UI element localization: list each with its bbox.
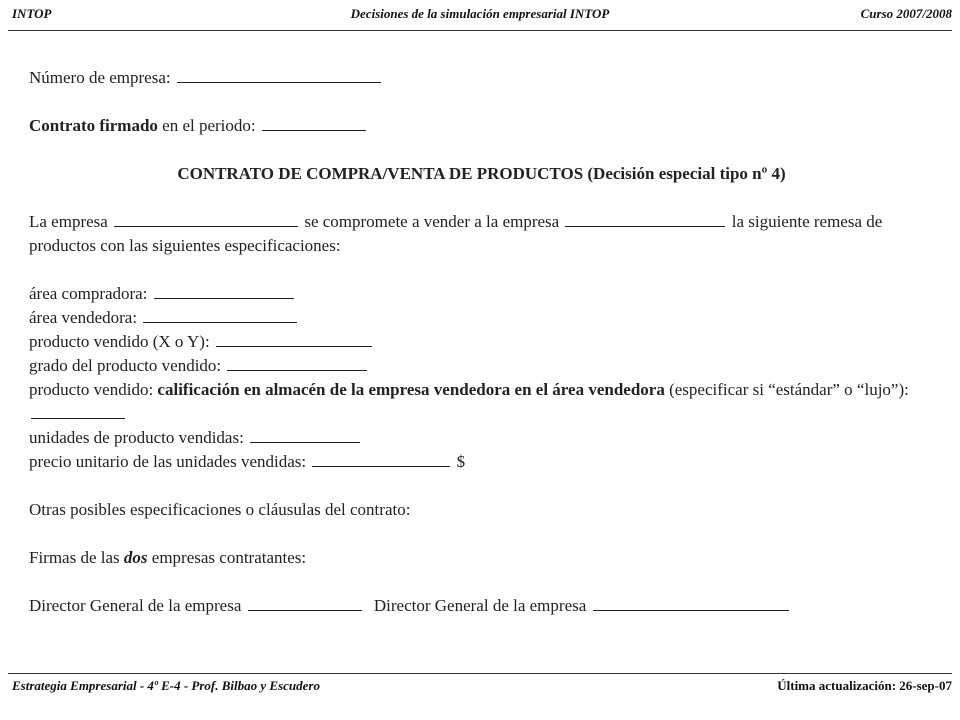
product-grade-label: grado del producto vendido: — [29, 356, 222, 375]
product-sold-blank[interactable] — [216, 330, 372, 347]
contract-period-line — [29, 114, 934, 138]
footer-right: Última actualización: 26-sep-07 — [777, 678, 952, 693]
unit-price-blank[interactable] — [312, 450, 450, 467]
units-sold-blank[interactable] — [250, 426, 360, 443]
footer-left: Estrategia Empresarial - 4º E-4 - Prof. Bilbao y Escudero — [12, 678, 320, 693]
signatures-rest: empresas contratantes: — [151, 548, 307, 567]
qualification-blank[interactable] — [31, 402, 125, 419]
buyer-area-line — [29, 282, 934, 306]
unit-price-label: precio unitario de las unidades vendidas: — [29, 452, 307, 471]
signatures-line — [29, 546, 934, 570]
contract-period-label: en el periodo: — [162, 116, 256, 135]
buyer-area-blank[interactable] — [154, 282, 294, 299]
currency-symbol: $ — [456, 452, 466, 471]
director-2-label: Director General de la empresa — [373, 596, 587, 615]
other-clauses-line: Otras posibles especificaciones o cláusulas del contrato: — [29, 500, 411, 519]
product-grade-line — [29, 354, 934, 378]
buyer-company-blank[interactable] — [565, 210, 725, 227]
company-number-label: Número de empresa: — [29, 68, 171, 87]
contract-form — [29, 66, 934, 618]
directors-line — [29, 594, 934, 618]
company-number-line — [29, 66, 934, 90]
buyer-area-label: área compradora: — [29, 284, 148, 303]
seller-area-line — [29, 306, 934, 330]
page-header — [8, 6, 952, 31]
page-footer — [8, 673, 952, 703]
company-number-blank[interactable] — [177, 66, 381, 83]
product-grade-blank[interactable] — [227, 354, 367, 371]
director-1-label: Director General de la empresa — [29, 596, 242, 615]
header-right: Curso 2007/2008 — [860, 6, 952, 21]
director-1-blank[interactable] — [248, 594, 362, 611]
director-2-blank[interactable] — [593, 594, 789, 611]
seller-company-blank[interactable] — [114, 210, 298, 227]
signatures-emphasis: dos — [123, 548, 148, 567]
signatures-label: Firmas de las — [29, 548, 120, 567]
qualification-label: producto vendido: — [29, 380, 154, 399]
units-sold-label: unidades de producto vendidas: — [29, 428, 244, 447]
commitment-text: se compromete a vender a la empresa — [304, 212, 560, 231]
contract-paragraph — [29, 210, 934, 258]
product-sold-label: producto vendido (X o Y): — [29, 332, 210, 351]
contract-signed-label: Contrato firmado — [29, 116, 158, 135]
seller-company-label: La empresa — [29, 212, 108, 231]
seller-area-blank[interactable] — [143, 306, 297, 323]
header-title: Decisiones de la simulación empresarial INTOP — [350, 6, 610, 21]
qualification-line — [29, 378, 934, 426]
qualification-bold-text: calificación en almacén de la empresa vendedora en el área vendedora — [157, 380, 665, 399]
shipment-text: la siguiente remesa de productos con las siguientes especificaciones: — [29, 212, 883, 255]
units-sold-line — [29, 426, 934, 450]
unit-price-line — [29, 450, 934, 474]
header-left: INTOP — [12, 6, 52, 21]
product-sold-line — [29, 330, 934, 354]
contract-period-blank[interactable] — [262, 114, 366, 131]
qualification-spec-text: (especificar si “estándar” o “lujo”): — [669, 380, 909, 399]
seller-area-label: área vendedora: — [29, 308, 138, 327]
contract-title: CONTRATO DE COMPRA/VENTA DE PRODUCTOS (Decisión especial tipo nº 4) — [177, 164, 786, 183]
